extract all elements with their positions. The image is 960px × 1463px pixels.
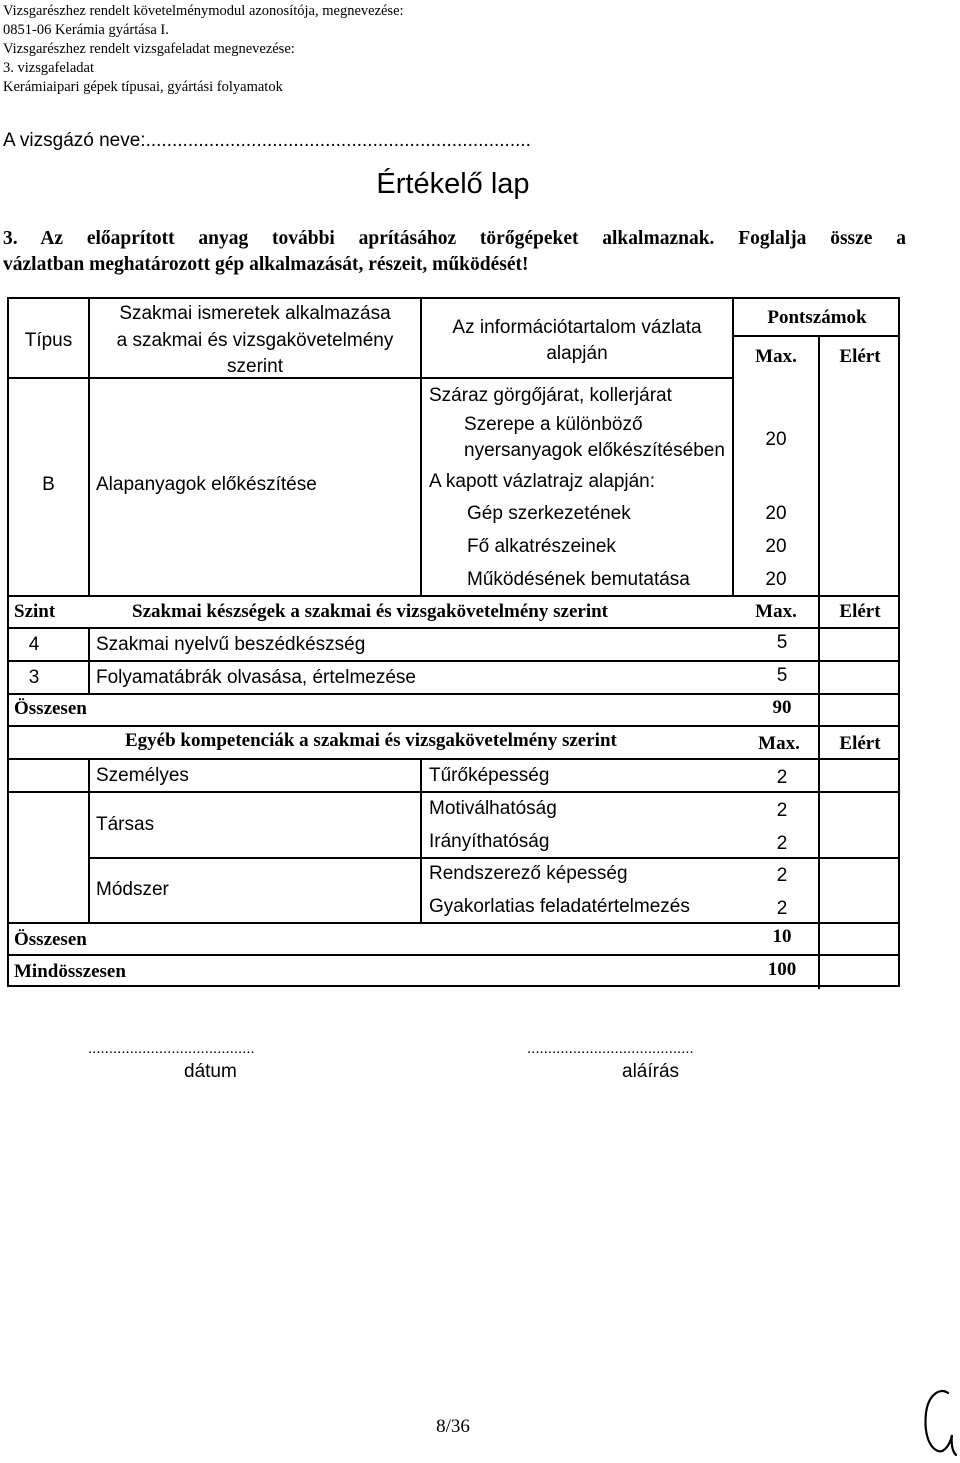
group-3-item-1-max: 2 [776,865,788,886]
grand-total-label: Mindösszesen [14,961,126,982]
skill-row-1-level: 4 [28,634,40,655]
task-description [3,226,906,278]
group-1-item-1-max: 2 [776,767,788,788]
skills-max: Max. [755,601,797,622]
signature-dots: ........................................ [527,1040,694,1057]
header-line-4: 3. vizsgafeladat [3,60,94,76]
header-line-1: Vizsgarészhez rendelt követelménymodul azonosítója, megnevezése: [3,3,404,19]
rule [9,922,900,924]
skill-row-1-max: 5 [776,632,788,653]
group-2-item-1-max: 2 [776,800,788,821]
competencies-max: Max. [758,733,800,754]
item1-sub-1: Szerepe a különböző [464,414,643,435]
group-2-item-2-label: Irányíthatóság [429,831,550,852]
skills-heading: Szakmai készségek a szakmai és vizsgakövetelmény szerint [132,601,608,622]
signature-label: aláírás [622,1061,680,1082]
page-title: Értékelő lap [376,168,530,200]
rule [9,758,900,760]
rule [420,758,422,922]
skill-row-2-max: 5 [776,665,788,686]
group-2-item-1-label: Motiválhatóság [429,798,557,819]
header-szakmai-2: a szakmai és vizsgakövetelmény [116,330,394,351]
group-3-item-1-label: Rendszerező képesség [429,863,628,884]
competencies-elert: Elért [839,733,881,754]
item2-row-1-label: Gép szerkezetének [467,503,631,524]
skills-total-label: Összesen [14,698,87,719]
rule [732,335,900,337]
header-pontszamok: Pontszámok [767,307,867,328]
document-header [3,2,404,97]
rule [9,660,900,662]
header-tipus: Típus [24,330,73,351]
group-1-item-1-label: Tűrőképesség [429,765,550,786]
item1-max: 20 [765,429,787,450]
rule [9,627,900,629]
item1-title: Száraz görgőjárat, kollerjárat [429,385,672,406]
header-line-5: Kerámiaipari gépek típusai, gyártási folyamatok [3,79,283,95]
competencies-heading: Egyéb kompetenciák a szakmai és vizsgakövetelmény szerint [125,730,617,751]
grand-total-value: 100 [767,959,797,980]
skill-row-1-label: Szakmai nyelvű beszédkészség [96,634,366,655]
competencies-total-value: 10 [772,926,792,947]
skill-row-2-label: Folyamatábrák olvasása, értelmezése [96,667,416,688]
rule [9,791,900,793]
rule [9,693,900,695]
group-3-name: Módszer [96,879,169,900]
group-3-item-2-max: 2 [776,898,788,919]
skills-szint: Szint [14,601,56,622]
header-line-3: Vizsgarészhez rendelt vizsgafeladat megnevezése: [3,41,295,57]
section-topic: Alapanyagok előkészítése [96,474,317,495]
rule [88,627,90,693]
item2-title: A kapott vázlatrajz alapján: [429,471,656,492]
header-line-2: 0851-06 Kerámia gyártása I. [3,22,169,38]
handwritten-initial [918,1385,958,1459]
skills-elert: Elért [839,601,881,622]
rule [88,758,90,922]
group-2-name: Társas [96,814,155,835]
date-dots: ........................................ [88,1040,255,1057]
rule [9,595,900,597]
item1-sub-2: nyersanyagok előkészítésében [464,440,725,461]
task-line-2: vázlatban meghatározott gép alkalmazását, részeit, működését! [3,254,529,275]
evaluation-table [7,297,900,987]
header-info-1: Az információtartalom vázlata [452,317,702,338]
rule [818,335,820,595]
item2-row-2-max: 20 [765,536,787,557]
item2-row-1-max: 20 [765,503,787,524]
group-1-name: Személyes [96,765,189,786]
header-max: Max. [755,346,797,367]
header-elert: Elért [839,346,881,367]
section-type: B [42,474,55,495]
item2-row-2-label: Fő alkatrészeinek [467,536,616,557]
skills-total-value: 90 [772,697,792,718]
date-label: dátum [184,1061,237,1082]
rule [9,954,900,956]
task-line-1: 3. Az előaprított anyag további aprításához törőgépeket alkalmaznak. Foglalja össze a [3,228,906,249]
item2-row-3-label: Működésének bemutatása [467,569,690,590]
group-2-item-2-max: 2 [776,833,788,854]
rule [88,857,900,859]
skill-row-2-level: 3 [28,667,40,688]
header-szakmai-3: szerint [227,356,283,377]
competencies-total-label: Összesen [14,929,87,950]
rule [9,725,900,727]
header-info-2: alapján [546,343,608,364]
header-szakmai-1: Szakmai ismeretek alkalmazása [119,303,391,324]
examinee-name-line: A vizsgázó neve:......................................................................... [3,130,531,151]
group-3-item-2-label: Gyakorlatias feladatértelmezés [429,896,690,917]
item2-row-3-max: 20 [765,569,787,590]
page-number: 8/36 [436,1416,470,1437]
